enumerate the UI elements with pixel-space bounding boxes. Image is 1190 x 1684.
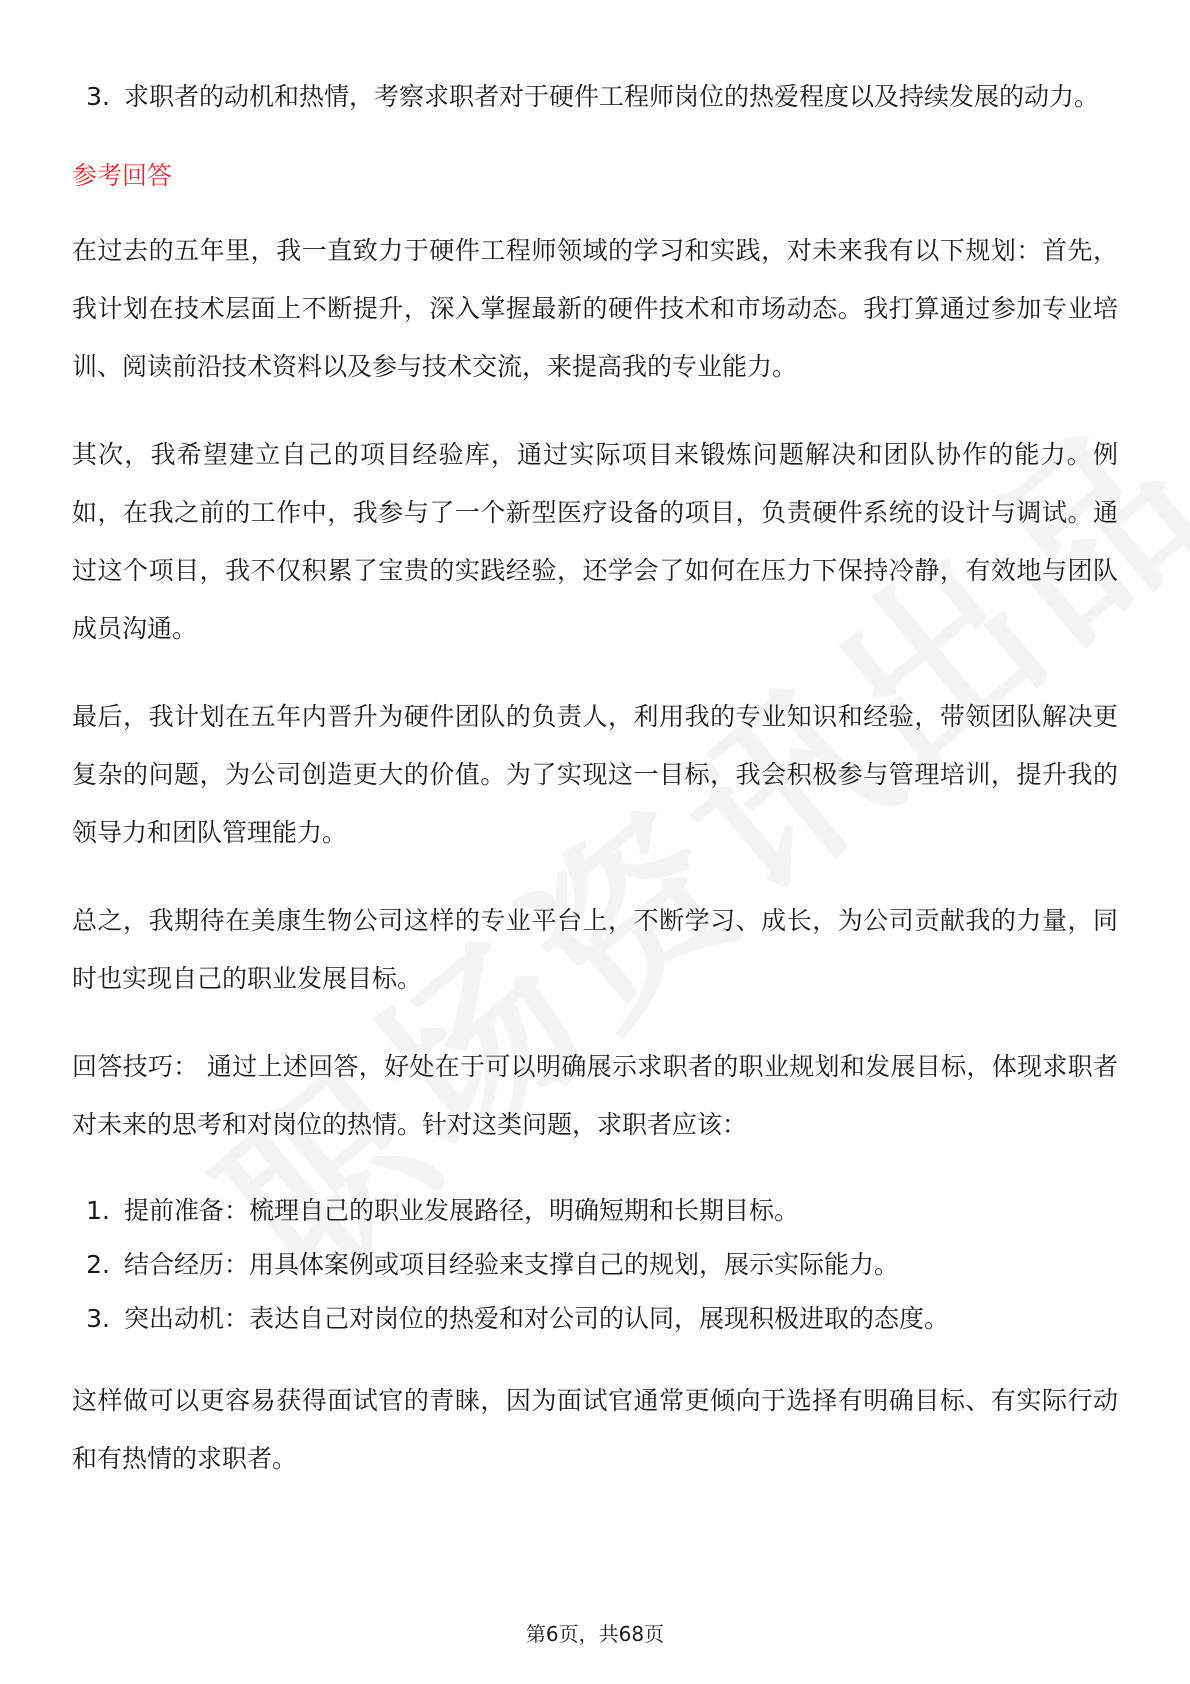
tips-list [72, 1184, 1118, 1346]
closing-paragraph: 这样做可以更容易获得面试官的青睐，因为面试官通常更倾向于选择有明确目标、有实际行动和有热情的求职者。 [72, 1386, 1118, 1473]
list-item-text: 提前准备：梳理自己的职业发展路径，明确短期和长期目标。 [124, 1196, 800, 1225]
list-item-text: 结合经历：用具体案例或项目经验来支撑自己的规划，展示实际能力。 [124, 1250, 900, 1279]
page-content [72, 68, 1118, 1518]
answer-paragraph-1: 在过去的五年里，我一直致力于硬件工程师领域的学习和实践，对未来我有以下规划：首先，我计划在技术层面上不断提升，深入掌握最新的硬件技术和市场动态。我打算通过参加专业培训、阅读前沿技术资料以及参与技术交流，来提高我的专业能力。 [72, 236, 1118, 381]
answer-paragraph-3: 最后，我计划在五年内晋升为硬件团队的负责人，利用我的专业知识和经验，带领团队解决更复杂的问题，为公司创造更大的价值。为了实现这一目标，我会积极参与管理培训，提升我的领导力和团队管理能力。 [72, 702, 1118, 847]
list-item [72, 1184, 1118, 1238]
tips-intro-paragraph: 回答技巧： 通过上述回答，好处在于可以明确展示求职者的职业规划和发展目标，体现求职者对未来的思考和对岗位的热情。针对这类问题，求职者应该： [72, 1052, 1118, 1139]
answer-paragraph-2: 其次，我希望建立自己的项目经验库，通过实际项目来锻炼问题解决和团队协作的能力。例如，在我之前的工作中，我参与了一个新型医疗设备的项目，负责硬件系统的设计与调试。通过这个项目，我不仅积累了宝贵的实践经验，还学会了如何在压力下保持冷静，有效地与团队成员沟通。 [72, 440, 1118, 643]
list-item [72, 1292, 1118, 1346]
answer-paragraph-4: 总之，我期待在美康生物公司这样的专业平台上，不断学习、成长，为公司贡献我的力量，同时也实现自己的职业发展目标。 [72, 906, 1118, 993]
list-item [72, 1238, 1118, 1292]
list-item-text: 突出动机：表达自己对岗位的热爱和对公司的认同，展现积极进取的态度。 [124, 1304, 950, 1333]
list-item [72, 68, 1118, 126]
list-item-number: 3. [86, 1304, 110, 1333]
list-item-number: 1. [86, 1196, 110, 1225]
list-item-text: 求职者的动机和热情，考察求职者对于硬件工程师岗位的热爱程度以及持续发展的动力。 [124, 82, 1100, 111]
page-footer: 第6页，共68页 [525, 1622, 665, 1646]
list-item-number: 2. [86, 1250, 110, 1279]
section-title: 参考回答 [72, 161, 173, 190]
list-item-number: 3. [86, 82, 110, 111]
criteria-list [72, 68, 1118, 126]
